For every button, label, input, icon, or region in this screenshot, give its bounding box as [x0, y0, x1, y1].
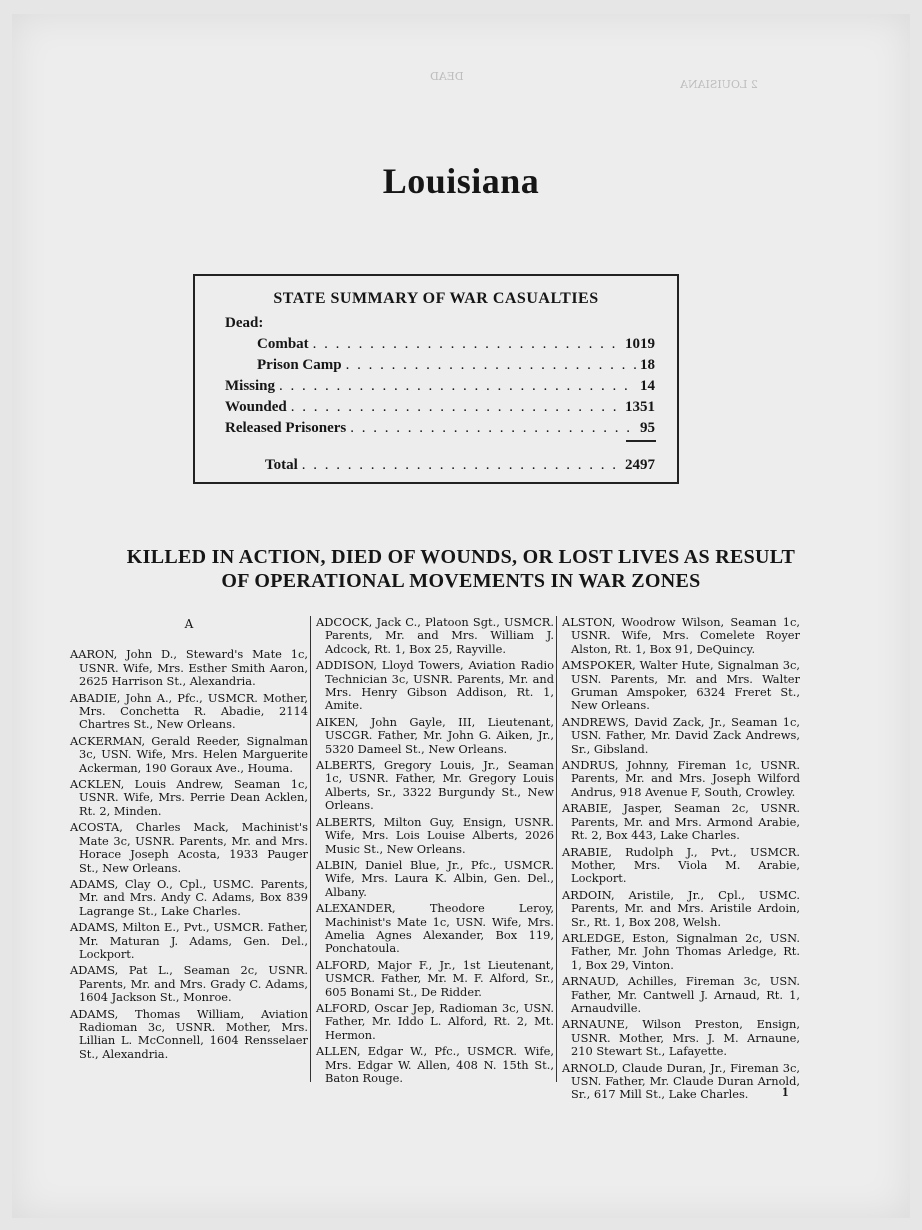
section-heading-line-2: OF OPERATIONAL MOVEMENTS IN WAR ZONES	[221, 570, 701, 592]
casualty-entry: ACKERMAN, Gerald Reeder, Signalman 3c, USN. Wife, Mrs. Helen Marguerite Ackerman, 190 Goraux Ave., Houma.	[70, 733, 308, 775]
summary-row-released-prisoners	[225, 419, 655, 437]
summary-row-label: Missing	[225, 378, 276, 394]
casualty-entry: ALLEN, Edgar W., Pfc., USMCR. Wife, Mrs. Edgar W. Allen, 408 N. 15th St., Baton Rouge.	[316, 1044, 554, 1085]
casualty-entry: ANDRUS, Johnny, Fireman 1c, USNR. Parents, Mr. and Mrs. Joseph Wilford Andrus, 918 Avenue F, South, Crowley.	[562, 758, 800, 799]
summary-row-label: Released Prisoners	[225, 420, 347, 436]
casualty-entry: ALFORD, Oscar Jep, Radioman 3c, USN. Father, Mr. Iddo L. Alford, Rt. 2, Mt. Hermon.	[316, 1000, 554, 1042]
summary-row-missing	[225, 377, 655, 395]
casualty-entry: ADDISON, Lloyd Towers, Aviation Radio Technician 3c, USNR. Parents, Mr. and Mrs. Henry Gibson Addison, Rt. 1, Amite.	[316, 658, 554, 713]
casualty-entry: ARABIE, Jasper, Seaman 2c, USNR. Parents, Mr. and Mrs. Armond Arabie, Rt. 2, Box 443, Lake Charles.	[562, 801, 800, 843]
casualty-entry: ADCOCK, Jack C., Platoon Sgt., USMCR. Parents, Mr. and Mrs. William J. Adcock, Rt. 1, Box 25, Rayville.	[316, 615, 554, 656]
summary-row-total	[265, 456, 655, 474]
casualty-entry: ALFORD, Major F., Jr., 1st Lieutenant, USMCR. Father, Mr. M. F. Alford, Sr., 605 Bonami St., De Ridder.	[316, 957, 554, 999]
state-summary-box	[193, 274, 679, 484]
page-title: Louisiana	[382, 161, 540, 201]
section-heading	[40, 545, 882, 593]
dead-label: Dead:	[225, 315, 264, 331]
column-2	[316, 616, 554, 1088]
casualty-entry: ANDREWS, David Zack, Jr., Seaman 1c, USN. Father, Mr. David Zack Andrews, Sr., Gibsland.	[562, 714, 800, 756]
casualty-entry: ALBERTS, Milton Guy, Ensign, USNR. Wife, Mrs. Lois Louise Alberts, 2026 Music St., New Orleans.	[316, 814, 554, 856]
leader-dots	[291, 398, 621, 416]
casualty-entry: AIKEN, John Gayle, III, Lieutenant, USCGR. Father, Mr. John G. Aiken, Jr., 5320 Dameel St., New Orleans.	[316, 714, 554, 756]
summary-row-label: Prison Camp	[257, 357, 342, 373]
column-divider	[310, 616, 311, 1082]
summary-row-value: 95	[640, 420, 655, 436]
leader-dots	[350, 419, 636, 437]
casualty-entry: ARNAUD, Achilles, Fireman 3c, USN. Father, Mr. Cantwell J. Arnaud, Rt. 1, Arnaudville.	[562, 974, 800, 1015]
summary-row-value: 1019	[625, 336, 655, 352]
leader-dots	[279, 377, 636, 395]
casualty-entry: ARABIE, Rudolph J., Pvt., USMCR. Mother, Mrs. Viola M. Arabie, Lockport.	[562, 844, 800, 886]
column-divider	[556, 616, 557, 1082]
total-rule	[626, 440, 656, 442]
casualty-entry: ALBERTS, Gregory Louis, Jr., Seaman 1c, USNR. Father, Mr. Gregory Louis Alberts, Sr., 3322 Burgundy St., New Orleans.	[316, 758, 554, 813]
casualty-entry: ADAMS, Milton E., Pvt., USMCR. Father, Mr. Maturan J. Adams, Gen. Del., Lockport.	[70, 920, 308, 961]
bleed-through-text: DEAD	[430, 70, 464, 83]
summary-row-wounded	[225, 398, 655, 416]
casualty-entry: ALBIN, Daniel Blue, Jr., Pfc., USMCR. Wife, Mrs. Laura K. Albin, Gen. Del., Albany.	[316, 857, 554, 899]
casualty-entry: ALEXANDER, Theodore Leroy, Machinist's Mate 1c, USN. Wife, Mrs. Amelia Agnes Alexander, Box 119, Ponchatoula.	[316, 901, 554, 956]
summary-row-label: Wounded	[225, 399, 287, 415]
casualty-entry: ACOSTA, Charles Mack, Machinist's Mate 3c, USNR. Parents, Mr. and Mrs. Horace Joseph Acosta, 1933 Pauger St., New Orleans.	[70, 820, 308, 875]
summary-row-prison-camp	[257, 356, 655, 374]
casualty-entry: ALSTON, Woodrow Wilson, Seaman 1c, USNR. Wife, Mrs. Comelete Royer Alston, Rt. 1, Box 91, DeQuincy.	[562, 615, 800, 656]
casualty-entry: ARLEDGE, Eston, Signalman 2c, USN. Father, Mr. John Thomas Arledge, Rt. 1, Box 29, Vinton.	[562, 930, 800, 972]
summary-total-label: Total	[265, 457, 298, 473]
summary-row-value: 18	[640, 357, 655, 373]
casualty-entry: AARON, John D., Steward's Mate 1c, USNR. Wife, Mrs. Esther Smith Aaron, 2625 Harrison St., Alexandria.	[70, 647, 308, 689]
casualty-entry: ARNOLD, Claude Duran, Jr., Fireman 3c, USN. Father, Mr. Claude Duran Arnold, Sr., 617 Mill St., Lake Charles.	[562, 1060, 800, 1102]
casualty-entry: ABADIE, John A., Pfc., USMCR. Mother, Mrs. Conchetta R. Abadie, 2114 Chartres St., New Orleans.	[70, 690, 308, 732]
leader-dots	[313, 335, 621, 353]
casualty-entry: AMSPOKER, Walter Hute, Signalman 3c, USN. Parents, Mr. and Mrs. Walter Gruman Amspoker, 6324 Freret St., New Orleans.	[562, 658, 800, 713]
leader-dots	[302, 456, 621, 474]
leader-dots	[346, 356, 636, 374]
bleed-through-text: 2 LOUISIANA	[680, 78, 758, 91]
summary-row-value: 1351	[625, 399, 655, 415]
summary-row-label: Combat	[257, 336, 309, 352]
casualty-entry: ARDOIN, Aristile, Jr., Cpl., USMC. Parents, Mr. and Mrs. Aristile Ardoin, Sr., Rt. 1, Box 208, Welsh.	[562, 887, 800, 929]
summary-heading: STATE SUMMARY OF WAR CASUALTIES	[273, 290, 599, 307]
column-1	[70, 616, 308, 1064]
section-letter: A	[184, 617, 194, 631]
summary-dead-label	[225, 314, 263, 332]
summary-row-combat	[257, 335, 655, 353]
casualty-entry: ADAMS, Clay O., Cpl., USMC. Parents, Mr. and Mrs. Andy C. Adams, Box 839 Lagrange St., Lake Charles.	[70, 876, 308, 918]
column-3	[562, 616, 800, 1105]
casualty-entry: ACKLEN, Louis Andrew, Seaman 1c, USNR. Wife, Mrs. Perrie Dean Acklen, Rt. 2, Minden.	[70, 777, 308, 818]
page-number: 1	[782, 1084, 789, 1099]
summary-row-value: 14	[640, 378, 655, 394]
casualty-entry: ADAMS, Pat L., Seaman 2c, USNR. Parents, Mr. and Mrs. Grady C. Adams, 1604 Jackson St., Monroe.	[70, 963, 308, 1005]
casualty-entry: ADAMS, Thomas William, Aviation Radioman 3c, USNR. Mother, Mrs. Lillian L. McConnell, 1604 Rensselaer St., Alexandria.	[70, 1006, 308, 1061]
summary-total-value: 2497	[625, 457, 655, 473]
section-heading-line-1: KILLED IN ACTION, DIED OF WOUNDS, OR LOST LIVES AS RESULT	[126, 546, 796, 568]
casualty-entry: ARNAUNE, Wilson Preston, Ensign, USNR. Mother, Mrs. J. M. Arnaune, 210 Stewart St., Lafayette.	[562, 1017, 800, 1059]
